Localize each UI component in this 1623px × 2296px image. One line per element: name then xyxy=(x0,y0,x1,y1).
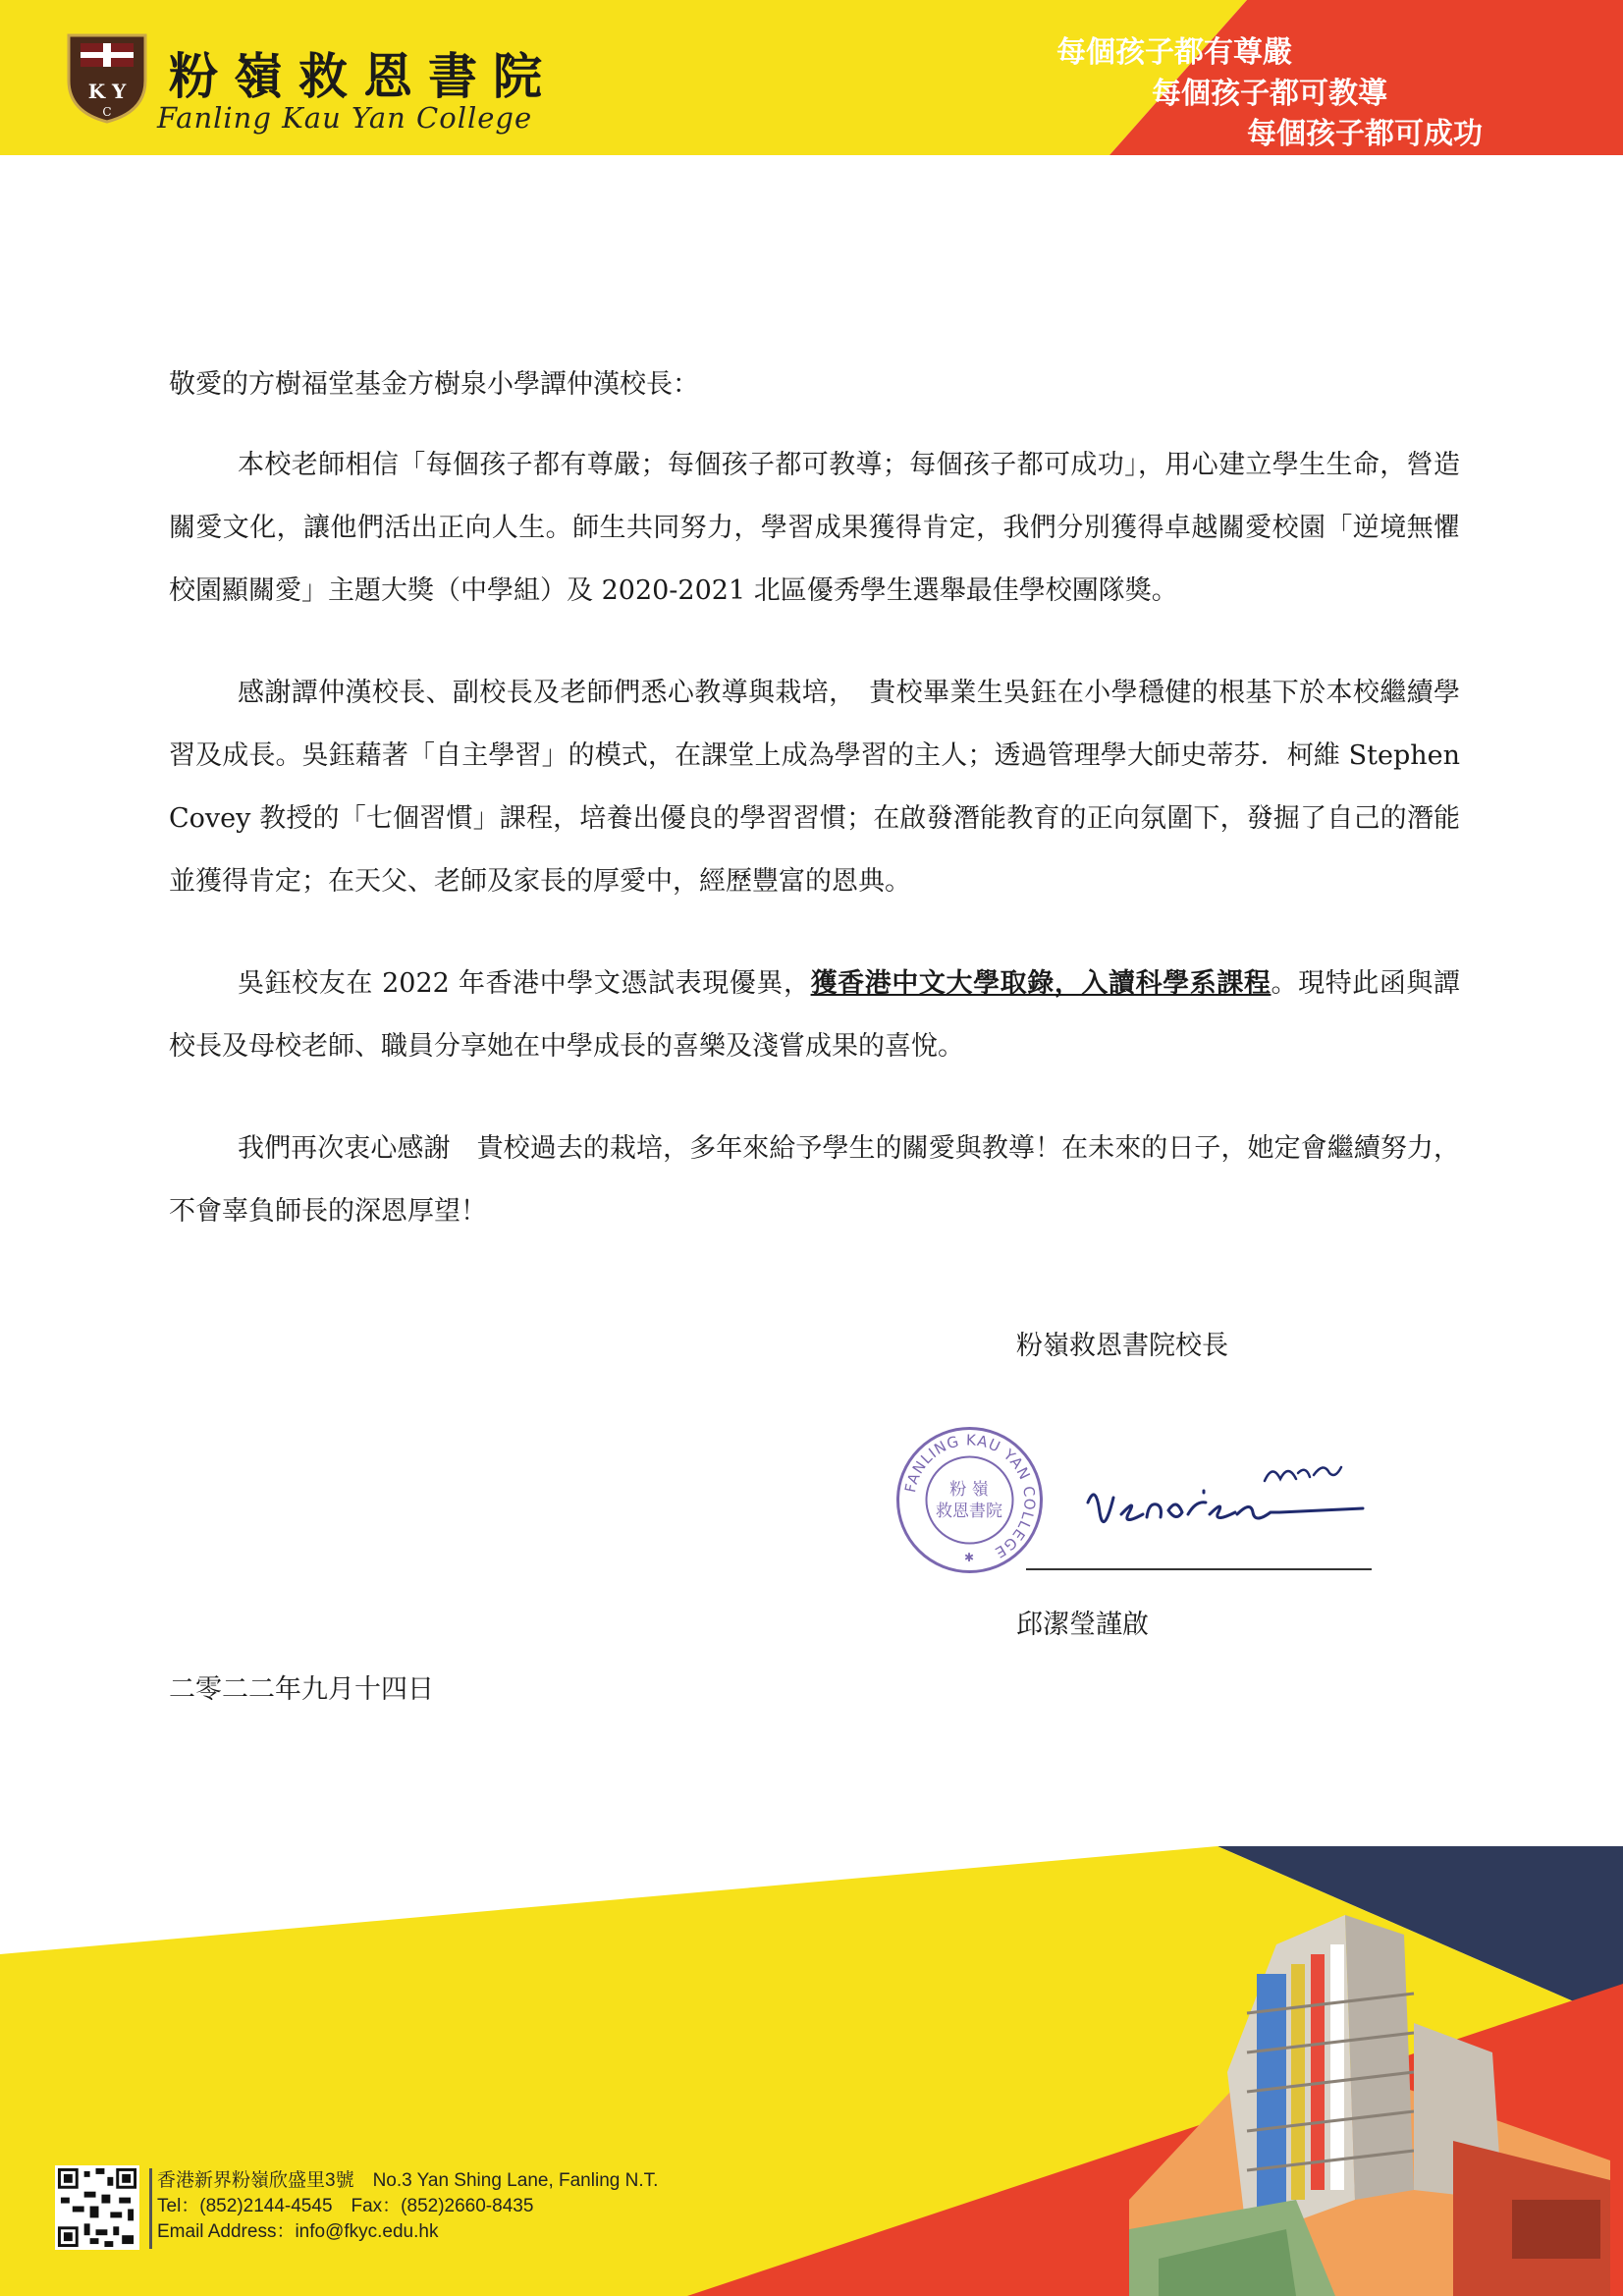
paragraph-3-text-b: 。現特此函與譚校長及母校老師、職員分享她在中學成長的喜樂及淺嘗成果的喜悅。 xyxy=(169,968,1461,1062)
paragraph-3 xyxy=(169,953,1460,1078)
svg-text:救恩書院: 救恩書院 xyxy=(936,1502,1002,1521)
svg-text:K Y: K Y xyxy=(87,80,127,103)
footer-contact xyxy=(157,2168,658,2245)
signature-line xyxy=(1026,1568,1372,1570)
school-name-english: Fanling Kau Yan College xyxy=(157,101,533,135)
handwritten-signature xyxy=(1078,1444,1402,1552)
school-building-photo xyxy=(1100,1905,1610,2296)
svg-text:粉 嶺: 粉 嶺 xyxy=(949,1480,989,1500)
signer-name: 邱潔瑩謹啟 xyxy=(1016,1610,1149,1640)
footer-email[interactable]: Email Address：info@fkyc.edu.hk xyxy=(157,2221,439,2242)
school-crest-logo xyxy=(61,29,153,126)
letter-date: 二零二二年九月十四日 xyxy=(169,1674,434,1705)
motto-line-1: 每個孩子都有尊嚴 xyxy=(1056,35,1292,70)
salutation: 敬愛的方樹福堂基金方樹泉小學譚仲漢校長： xyxy=(169,369,699,400)
paragraph-1: 本校老師相信「每個孩子都有尊嚴；每個孩子都可教導；每個孩子都可成功」，用心建立學生生命，營造關愛文化，讓他們活出正向人生。師生共同努力，學習成果獲得肯定，我們分別獲得卓越關愛校園「逆境無懼 校園顯關愛」主題大獎（中學組）及 2020-2021 北區優秀學生選舉最佳學校團隊獎。 xyxy=(169,450,1487,606)
letter-body xyxy=(169,354,1487,1283)
paragraph-2: 感謝譚仲漢校長、副校長及老師們悉心教導與栽培， 貴校畢業生吳鈺在小學穩健的根基下於本校繼續學習及成長。吳鈺藉著「自主學習」的模式，在課堂上成為學習的主人；透過管理學大師史蒂芬．柯維 Stephen Covey 教授的「七個習慣」課程，培養出優良的學習習慣；在啟發潛能教育的正向氛圍下，發掘了自己的潛能並獲得肯定；在天父、老師及家長的厚愛中，經歷豐富的恩典。 xyxy=(169,678,1460,897)
motto-line-2: 每個孩子都可教導 xyxy=(1152,77,1387,111)
motto-line-3: 每個孩子都可成功 xyxy=(1247,117,1483,151)
svg-text:FANLING KAU YAN COLLEGE: FANLING KAU YAN COLLEGE xyxy=(901,1431,1039,1562)
school-seal-stamp xyxy=(893,1424,1046,1576)
svg-text:✱: ✱ xyxy=(963,1551,975,1564)
footer-phone-fax: Tel：(852)2144-4545 Fax：(852)2660-8435 xyxy=(157,2196,534,2216)
paragraph-3-highlight: 獲香港中文大學取錄，入讀科學系課程 xyxy=(810,968,1271,999)
footer-divider xyxy=(149,2168,152,2249)
signatory-title: 粉嶺救恩書院校長 xyxy=(1016,1331,1228,1361)
paragraph-3-text-a: 吳鈺校友在 2022 年香港中學文憑試表現優異， xyxy=(238,968,811,999)
paragraph-4: 我們再次衷心感謝 貴校過去的栽培，多年來給予學生的關愛與教導！在未來的日子，她定會繼續努力，不會辜負師長的深恩厚望！ xyxy=(169,1133,1460,1227)
footer-address: 香港新界粉嶺欣盛里3號 No.3 Yan Shing Lane, Fanling N.T. xyxy=(157,2170,659,2191)
school-name-chinese: 粉嶺救恩書院 xyxy=(169,47,558,105)
qr-code xyxy=(55,2165,139,2250)
letterhead-header xyxy=(0,0,1623,155)
svg-text:C: C xyxy=(102,105,112,119)
